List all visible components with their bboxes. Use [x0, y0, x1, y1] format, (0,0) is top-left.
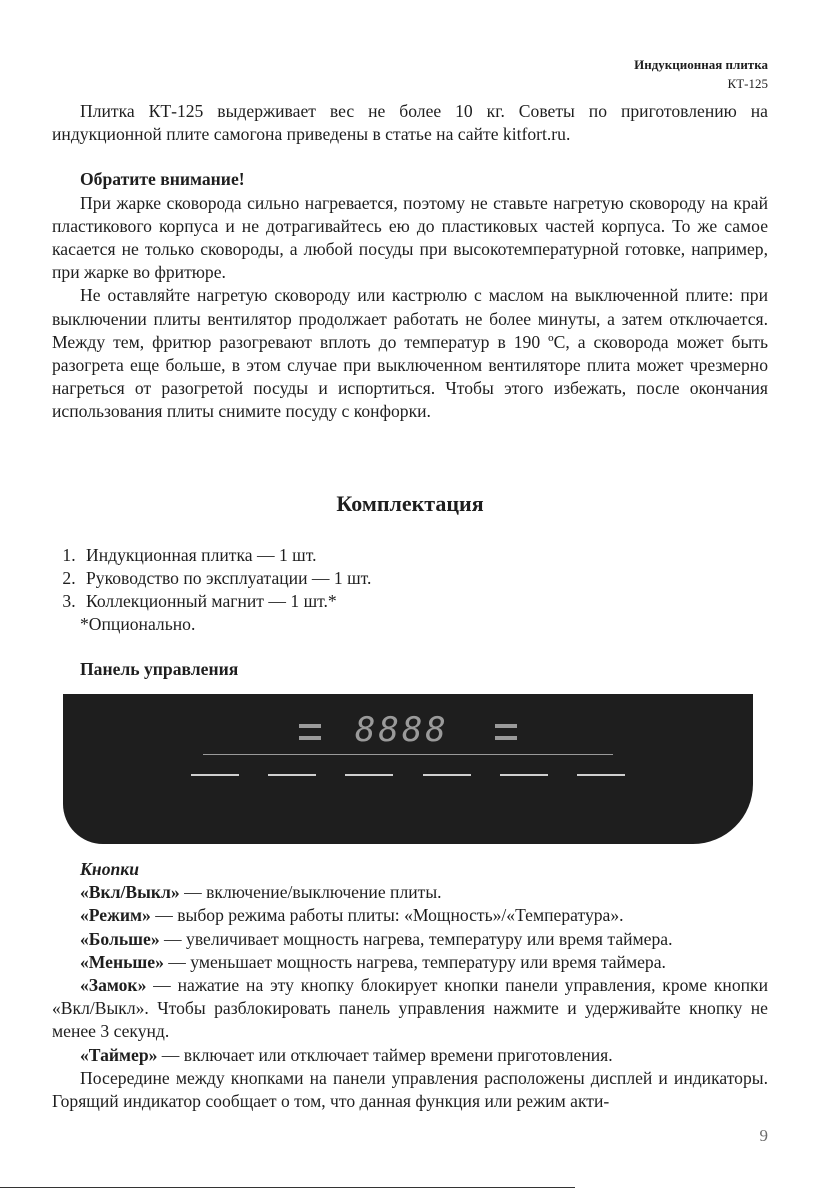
button-desc: — включает или отключает таймер времени приготовления.	[157, 1044, 613, 1065]
kit-list	[52, 544, 768, 614]
button-name: «Замок»	[80, 975, 147, 996]
button-desc: — включение/выключение плиты.	[179, 882, 442, 903]
header-title: Индукционная плитка	[634, 57, 768, 72]
panel-button-mark	[345, 774, 393, 776]
button-desc: — уменьшает мощность нагрева, температуру или время таймера.	[163, 951, 666, 972]
notice-paragraph-1: При жарке сковорода сильно нагревается, поэтому не ставьте нагретую сковороду на край пластикового корпуса и не дотрагивайтесь ею до пластиковых частей корпуса. То же самое касается не только сковороды, а любой посуды при высокотемпературной готовке, например, при жарке во фритюре.	[52, 192, 768, 283]
button-desc: — выбор режима работы плиты: «Мощность»/«Температура».	[150, 905, 624, 926]
button-description	[52, 904, 768, 927]
panel-button-mark	[500, 774, 548, 776]
kit-title: Комплектация	[336, 490, 484, 516]
button-description	[52, 951, 768, 974]
panel-button-mark	[423, 774, 471, 776]
panel-button-mark	[268, 774, 316, 776]
buttons-section	[52, 858, 768, 1113]
button-description	[52, 1044, 768, 1067]
kit-item: 1. Индукционная плитка — 1 шт.	[80, 544, 768, 567]
page-header	[634, 55, 768, 93]
notice-paragraph-2: Не оставляйте нагретую сковороду или кастрюлю с маслом на выключенной плите: при выключении плиты вентилятор продолжает работать не более минуты, а затем отключается. Между тем, фритюр разогревают вплоть до температур в 190 ºС, а сковорода может быть разогрета еще больше, в этом случае при выключенном вентиляторе плита может чрезмерно нагреться от разогретой посуды и испортиться. Чтобы этого избежать, после окончания использования плиты снимите посуду с конфорки.	[52, 285, 768, 422]
button-description	[52, 974, 768, 1044]
buttons-closing-paragraph: Посередине между кнопками на панели управления расположены дисплей и индикаторы. Горящий индикатор сообщает о том, что данная функция или режим акти-	[52, 1067, 768, 1112]
intro-paragraph: Плитка КТ-125 выдерживает вес не более 10 кг. Советы по приготовлению на индукционной плите самогона приведены в статье на сайте kitfort.ru.	[52, 101, 768, 145]
right-indicator-top	[495, 724, 517, 728]
panel-display: 8888	[355, 710, 449, 750]
bottom-rule	[0, 1187, 575, 1188]
button-name: «Режим»	[80, 905, 151, 926]
button-desc: — увеличивает мощность нагрева, температуру или время таймера.	[159, 928, 673, 949]
buttons-title: Кнопки	[80, 859, 139, 879]
right-indicator-bottom	[495, 736, 517, 740]
button-description	[52, 881, 768, 904]
button-name: «Больше»	[80, 928, 160, 949]
kit-note: *Опционально.	[80, 614, 196, 635]
button-description	[52, 928, 768, 951]
button-desc: — нажатие на эту кнопку блокирует кнопки панели управления, кроме кнопки «Вкл/Выкл». Чтобы разблокировать панель управления нажмите и удерживайте кнопку не менее 3 секунд.	[52, 975, 768, 1042]
panel-button-mark	[577, 774, 625, 776]
button-name: «Меньше»	[80, 951, 164, 972]
button-name: «Вкл/Выкл»	[80, 882, 180, 903]
main-content	[52, 100, 768, 682]
header-model: КТ-125	[727, 76, 768, 91]
control-panel-illustration	[63, 694, 753, 844]
kit-item: 2. Руководство по эксплуатации — 1 шт.	[80, 567, 768, 590]
page-number: 9	[759, 1126, 768, 1145]
panel-button-mark	[191, 774, 239, 776]
notice-title: Обратите внимание!	[80, 169, 245, 190]
left-indicator-top	[299, 724, 321, 728]
button-name: «Таймер»	[80, 1044, 158, 1065]
left-indicator-bottom	[299, 736, 321, 740]
kit-item: 3. Коллекционный магнит — 1 шт.*	[80, 590, 768, 613]
panel-title: Панель управления	[80, 659, 239, 680]
panel-divider-line	[203, 754, 613, 755]
